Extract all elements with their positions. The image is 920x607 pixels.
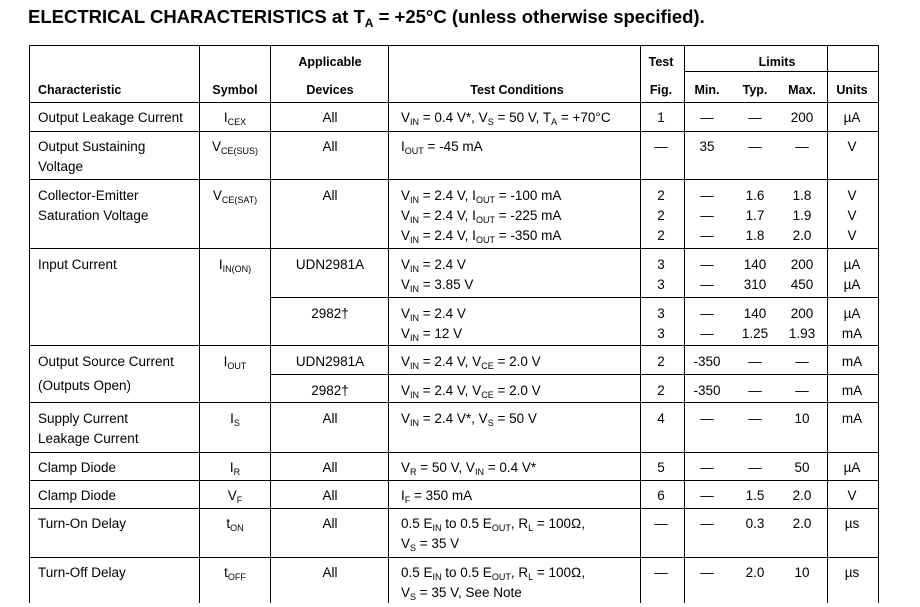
characteristic-cell: Output Sustaining — [38, 139, 146, 154]
devices-cell: All — [322, 139, 338, 154]
units-cell: µs — [844, 565, 860, 580]
characteristic-cell: Collector-Emitter — [38, 188, 139, 203]
devices-cell: 2982† — [311, 383, 349, 398]
devices-cell: All — [322, 411, 338, 426]
min-cell: — — [700, 110, 714, 125]
header-symbol: Symbol — [212, 83, 258, 97]
page-title: ELECTRICAL CHARACTERISTICS at $T_A = +25^\circ C$ (unless otherwise specified). — [28, 6, 705, 30]
min-cell: — — [700, 411, 714, 426]
test-fig-cell: 3 — [657, 306, 665, 321]
typ-cell: — — [748, 460, 762, 475]
devices-cell: All — [322, 110, 338, 125]
devices-cell: All — [322, 188, 338, 203]
typ-cell: 1.8 — [745, 228, 765, 243]
typ-cell: — — [748, 354, 762, 369]
max-cell: — — [795, 354, 809, 369]
test-fig-cell: 1 — [657, 110, 665, 125]
test-conditions-cell: 0.5 $E_{IN}$ to 0.5 $E_{OUT}$, $R_L$ = 100Ω, — [401, 516, 586, 533]
typ-cell: 1.6 — [745, 188, 765, 203]
characteristic-cell: Voltage — [38, 159, 84, 174]
max-cell: 10 — [794, 411, 810, 426]
min-cell: — — [700, 277, 714, 292]
min-cell: — — [700, 188, 714, 203]
characteristic-cell: Leakage Current — [38, 431, 139, 446]
min-cell: — — [700, 516, 714, 531]
max-cell: 2.0 — [792, 228, 812, 243]
min-cell: — — [700, 257, 714, 272]
devices-cell: All — [322, 460, 338, 475]
max-cell: 200 — [790, 110, 814, 125]
test-conditions-cell: $V_R = 50$ V, $V_{IN} = 0.4$ V* — [401, 460, 537, 477]
header-typ: Typ. — [742, 83, 768, 97]
symbol-cell: $I_{IN(ON)}$ — [218, 257, 252, 274]
test-fig-cell: 2 — [657, 354, 665, 369]
max-cell: 200 — [790, 257, 814, 272]
characteristic-cell: Clamp Diode — [38, 460, 117, 475]
symbol-cell: $V_{CE(SAT)}$ — [212, 188, 258, 205]
characteristic-cell: (Outputs Open) — [38, 378, 132, 393]
max-cell: 1.93 — [788, 326, 816, 341]
symbol-cell: $I_{OUT}$ — [223, 354, 247, 371]
units-cell: µA — [843, 277, 861, 292]
units-cell: mA — [841, 326, 863, 341]
test-conditions-cell: $V_S = 35$ V — [401, 536, 460, 553]
typ-cell: 310 — [743, 277, 767, 292]
devices-cell: All — [322, 565, 338, 580]
typ-cell: 140 — [743, 306, 767, 321]
typ-cell: 1.25 — [741, 326, 769, 341]
units-cell: V — [847, 139, 857, 154]
typ-cell: 140 — [743, 257, 767, 272]
test-fig-cell: 3 — [657, 277, 665, 292]
test-conditions-cell: $V_{IN} = 3.85$ V — [401, 277, 474, 294]
units-cell: µA — [843, 257, 861, 272]
min-cell: -350 — [693, 383, 721, 398]
test-fig-cell: 4 — [657, 411, 665, 426]
test-conditions-cell: $V_{IN} = 2.4$ V — [401, 257, 466, 274]
units-cell: V — [847, 188, 857, 203]
test-conditions-cell: $V_{IN} = 2.4$ V, $I_{OUT} = -225$ mA — [401, 208, 562, 225]
characteristic-cell: Turn-On Delay — [38, 516, 127, 531]
min-cell: — — [700, 488, 714, 503]
test-conditions-cell: $V_{IN} = 2.4$ V, $I_{OUT} = -100$ mA — [401, 188, 562, 205]
max-cell: — — [795, 383, 809, 398]
devices-cell: UDN2981A — [295, 257, 365, 272]
test-fig-cell: 3 — [657, 257, 665, 272]
min-cell: — — [700, 208, 714, 223]
test-conditions-cell: $V_{IN} = 12$ V — [401, 326, 463, 343]
max-cell: 50 — [794, 460, 810, 475]
characteristic-cell: Supply Current — [38, 411, 129, 426]
characteristic-cell: Output Source Current — [38, 354, 174, 369]
units-cell: µs — [844, 516, 860, 531]
header-devices: Devices — [306, 83, 354, 97]
min-cell: — — [700, 326, 714, 341]
test-conditions-cell: $V_{IN} = 2.4$ V — [401, 306, 466, 323]
test-fig-cell: 2 — [657, 383, 665, 398]
typ-cell: 0.3 — [745, 516, 765, 531]
test-conditions-cell: $V_{IN} = 2.4$ V, $I_{OUT} = -350$ mA — [401, 228, 562, 245]
devices-cell: 2982† — [311, 306, 349, 321]
units-cell: mA — [841, 411, 863, 426]
test-conditions-cell: $V_{IN} = 2.4$ V*, $V_S = 50$ V — [401, 411, 537, 428]
devices-cell: UDN2981A — [295, 354, 365, 369]
max-cell: — — [795, 139, 809, 154]
max-cell: 200 — [790, 306, 814, 321]
max-cell: 450 — [790, 277, 814, 292]
test-conditions-cell: 0.5 $E_{IN}$ to 0.5 $E_{OUT}$, $R_L$ = 100Ω, — [401, 565, 586, 582]
max-cell: 2.0 — [792, 488, 812, 503]
characteristic-cell: Saturation Voltage — [38, 208, 149, 223]
test-fig-cell: — — [654, 565, 668, 580]
devices-cell: All — [322, 488, 338, 503]
units-cell: µA — [843, 460, 861, 475]
header-test-conditions: Test Conditions — [470, 83, 564, 97]
test-conditions-cell: $V_{IN} = 2.4$ V, $V_{CE} = 2.0$ V — [401, 383, 541, 400]
header-units: Units — [836, 83, 868, 97]
characteristic-cell: Output Leakage Current — [38, 110, 183, 125]
typ-cell: — — [748, 411, 762, 426]
test-conditions-cell: $V_S = 35$ V, See Note — [401, 585, 522, 602]
typ-cell: 2.0 — [745, 565, 765, 580]
min-cell: — — [700, 460, 714, 475]
symbol-cell: $V_{CE(SUS)}$ — [211, 139, 259, 156]
header-max: Max. — [788, 83, 816, 97]
typ-cell: 1.5 — [745, 488, 765, 503]
max-cell: 1.8 — [792, 188, 812, 203]
header-limits: Limits — [758, 55, 796, 69]
units-cell: µA — [843, 306, 861, 321]
min-cell: 35 — [699, 139, 715, 154]
symbol-cell: $t_{ON}$ — [226, 516, 244, 533]
test-fig-cell: — — [654, 139, 668, 154]
test-fig-cell: — — [654, 516, 668, 531]
max-cell: 1.9 — [792, 208, 812, 223]
max-cell: 2.0 — [792, 516, 812, 531]
header-fig: Fig. — [649, 83, 673, 97]
units-cell: V — [847, 228, 857, 243]
units-cell: mA — [841, 383, 863, 398]
test-conditions-cell: $V_{IN} = 2.4$ V, $V_{CE} = 2.0$ V — [401, 354, 541, 371]
min-cell: -350 — [693, 354, 721, 369]
devices-cell: All — [322, 516, 338, 531]
symbol-cell: $V_F$ — [227, 488, 243, 505]
symbol-cell: $I_R$ — [229, 460, 241, 477]
symbol-cell: $I_S$ — [230, 411, 240, 428]
test-conditions-cell: $I_F = 350$ mA — [401, 488, 473, 505]
units-cell: µA — [843, 110, 861, 125]
units-cell: V — [847, 488, 857, 503]
characteristic-cell: Input Current — [38, 257, 117, 272]
test-fig-cell: 2 — [657, 188, 665, 203]
typ-cell: — — [748, 383, 762, 398]
typ-cell: — — [748, 110, 762, 125]
characteristic-cell: Turn-Off Delay — [38, 565, 126, 580]
header-characteristic: Characteristic — [38, 83, 122, 97]
symbol-cell: $t_{OFF}$ — [224, 565, 246, 582]
header-test: Test — [648, 55, 674, 69]
test-conditions-cell: $V_{IN} = 0.4$ V*, $V_S = 50$ V, $T_A = +70^\circ C$ — [401, 110, 611, 127]
units-cell: mA — [841, 354, 863, 369]
min-cell: — — [700, 228, 714, 243]
max-cell: 10 — [794, 565, 810, 580]
test-fig-cell: 5 — [657, 460, 665, 475]
header-min: Min. — [694, 83, 720, 97]
typ-cell: 1.7 — [745, 208, 765, 223]
min-cell: — — [700, 306, 714, 321]
test-fig-cell: 2 — [657, 208, 665, 223]
header-applicable: Applicable — [298, 55, 362, 69]
test-fig-cell: 6 — [657, 488, 665, 503]
test-fig-cell: 2 — [657, 228, 665, 243]
test-conditions-cell: $I_{OUT} = -45$ mA — [401, 139, 483, 156]
typ-cell: — — [748, 139, 762, 154]
symbol-cell: $I_{CEX}$ — [223, 110, 247, 127]
min-cell: — — [700, 565, 714, 580]
test-fig-cell: 3 — [657, 326, 665, 341]
characteristic-cell: Clamp Diode — [38, 488, 117, 503]
units-cell: V — [847, 208, 857, 223]
